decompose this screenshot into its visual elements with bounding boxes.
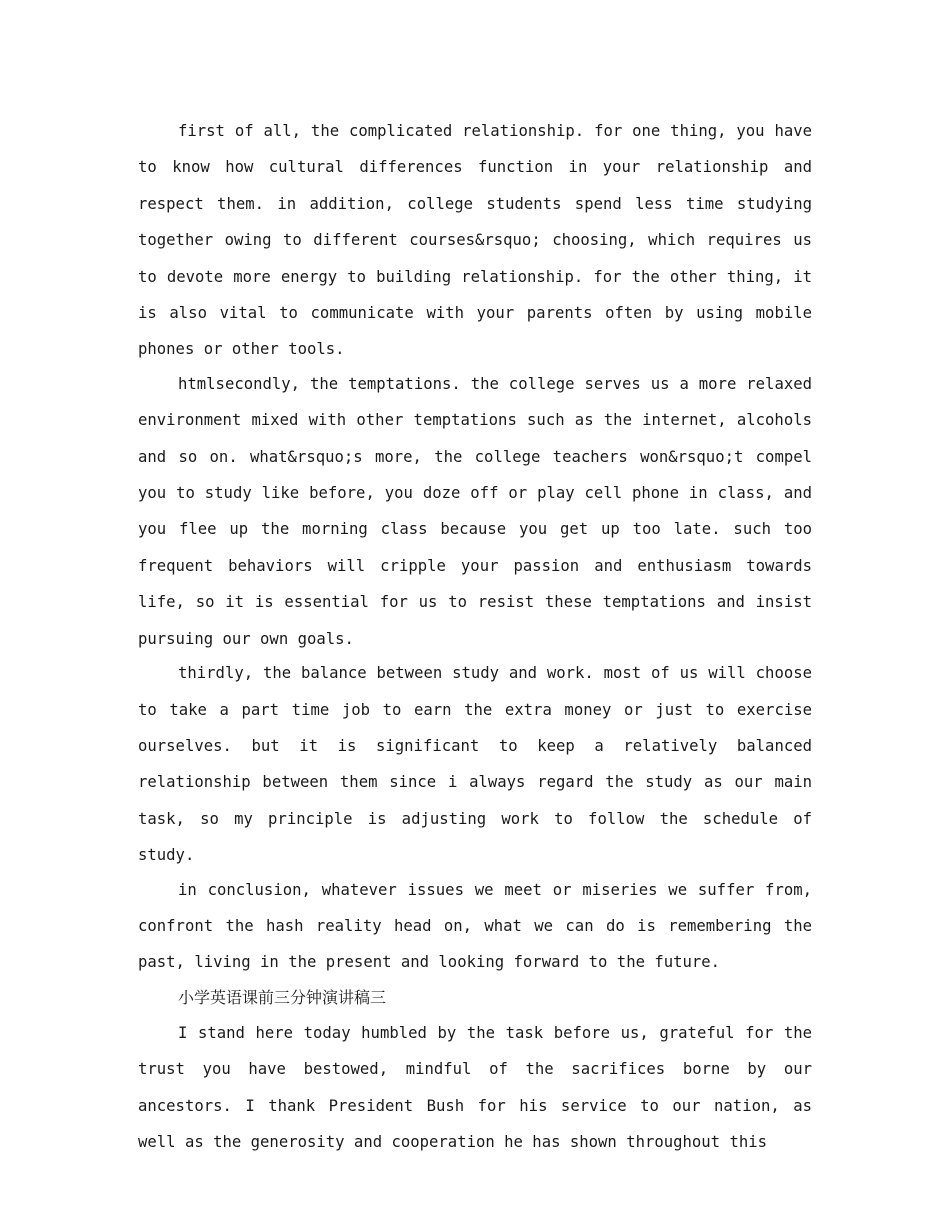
paragraph-speech: I stand here today humbled by the task before us, grateful for the trust you have bestowed, mindful of the sacrifices borne by our ancestors. I thank President Bush for his service to our nation, as well as the generosity and cooperation he has shown throughout this — [138, 1023, 812, 1151]
paragraph-temptations: htmlsecondly, the temptations. the college serves us a more relaxed environment mixed with other temptations such as the internet, alcohols and so on. what&rsquo;s more, the college teachers won&rsquo;t compel you to study like before, you doze off or play cell phone in class, and you flee up the morning class because you get up too late. such too frequent behaviors will cripple your passion and enthusiasm towards life, so it is essential for us to resist these temptations and insist pursuing our own goals. — [138, 374, 812, 648]
document-body — [138, 113, 812, 1160]
section-heading: 小学英语课前三分钟演讲稿三 — [178, 987, 387, 1007]
paragraph-balance: thirdly, the balance between study and work. most of us will choose to take a part time job to earn the extra money or just to exercise ourselves. but it is significant to keep a relatively balanced relationship between them since i always regard the study as our main task, so my principle is adjusting work to follow the schedule of study. — [138, 664, 812, 865]
paragraph-relationship: first of all, the complicated relationship. for one thing, you have to know how cultural differences function in your relationship and respect them. in addition, college students spend less time studying together owing to different courses&rsquo; choosing, which requires us to devote more energy to building relationship. for the other thing, it is also vital to communicate with your parents often by using mobile phones or other tools. — [138, 122, 812, 359]
paragraph-conclusion: in conclusion, whatever issues we meet or miseries we suffer from, confront the hash reality head on, what we can do is remembering the past, living in the present and looking forward to the future. — [138, 880, 812, 972]
